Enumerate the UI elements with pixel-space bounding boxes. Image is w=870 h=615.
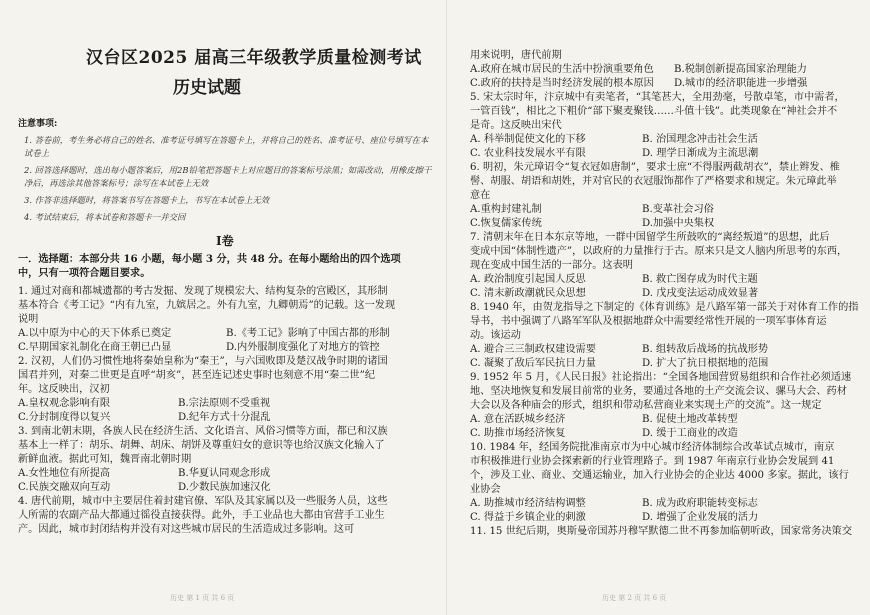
question-6-line: 意在 [470, 190, 491, 201]
instructions-line: 中，只有一项符合题目要求。 [18, 267, 151, 279]
option-a: A. 科举制促使文化的下移 [470, 134, 586, 145]
question-2-line: 2. 汉初，人们仍习惯性地将秦始皇称为“秦王”，与六国败即及楚汉战争时期的诸国 [18, 356, 388, 367]
question-5-line: 5. 宋太宗时年，汴京城中有卖笔者，“其笔甚大，全用劲毫，号散卓笔，市中需者， [470, 92, 845, 103]
option-d: D.少数民族加速汉化 [178, 482, 271, 493]
option-b: B.华夏认同观念形成 [178, 468, 271, 479]
question-1-line: 1. 通过对商和都城遗都的考古发掘、发现了规模宏大、结构复杂的宫殿区，其形制 [18, 286, 388, 297]
question-4-line: 产。因此，城市封闭结构并没有对这些城市居民的生活造成过多影响。这可 [18, 524, 355, 535]
question-4-line: 4. 唐代前期，城市中主要居住着封建官僚、军队及其家属以及一些服务人员，这些 [18, 496, 388, 507]
question-5-line: 一管百钱”，相比之下粗价“部下聚麦聚钱……斗值十钱”。此类现象在“神社会并不 [470, 106, 838, 117]
option-b: B. 治国理念冲击社会生活 [642, 134, 758, 145]
question-3-line: 3. 到南北朝末期，各族人民在经济生活、文化语言、风俗习惯等方面，都已和汉族 [18, 426, 388, 437]
question-8-line: 动。该运动 [470, 330, 521, 341]
option-d: D. 理学日渐成为主流思潮 [642, 148, 759, 159]
option-d: D. 戊戌变法运动成效显著 [642, 288, 759, 299]
option-a: A.政府在城市居民的生活中扮演重要角色 [470, 64, 654, 75]
question-9-line: 大会以及各种庙会的形式，组织和带动私营商业来实现土产的交流”。这一规定 [470, 400, 822, 411]
exam-subtitle: 历史试题 [173, 78, 241, 98]
option-c: C.恢复儒家传统 [470, 218, 542, 229]
question-4-continued: 用来说明，唐代前期 [470, 50, 562, 61]
option-c: C. 农业科技发展水平有限 [470, 148, 586, 159]
option-a: A.女性地位有所提高 [18, 468, 111, 479]
option-d: D. 增强了企业发展的活力 [642, 512, 759, 523]
option-b: B. 促使土地改革转型 [642, 414, 738, 425]
option-a: A. 政治制度引起国人反思 [470, 274, 586, 285]
note-line: 1. 答卷前，考生务必将自己的姓名、准考证号填写在答题卡上，并将自己的姓名、准考证号、座位号填写在本 [24, 135, 429, 145]
instructions-line: 一．选择题：本部分共 16 小题，每小题 3 分，共 48 分。在每小题给出的四个选项 [18, 253, 401, 265]
option-d: D.纪年方式十分混乱 [178, 412, 271, 423]
option-a: A. 助推城市经济结构调整 [470, 498, 586, 509]
question-5-line: 是奇。这反映出宋代 [470, 120, 562, 131]
question-1-line: 基本符合《考工记》“内有九室，九嫔居之。外有九室，九卿朝焉”的记载。这一发现 [18, 300, 396, 311]
option-a: A. 避合三三制政权建设需要 [470, 344, 596, 355]
question-4-line: 人所需的农副产品大都通过徭役直接获得。此外，手工业品也大都由官营手工业生 [18, 510, 385, 521]
option-d: D.城市的经济职能进一步增强 [674, 78, 808, 89]
option-b: B.变革社会习俗 [642, 204, 714, 215]
option-d: D.加强中央集权 [642, 218, 715, 229]
option-c: C. 凝聚了敌后军民抗日力量 [470, 358, 596, 369]
question-7-line: 现在变成中国生活的一部分。这表明 [470, 260, 633, 271]
option-b: B. 救亡图存成为时代主题 [642, 274, 758, 285]
question-6-line: 髻、胡服、胡语和胡姓，并对官民的衣冠服饰都作了严格要求和规定。朱元璋此举 [470, 176, 837, 187]
option-d: D.内外服制度强化了对地方的管控 [226, 342, 380, 353]
note-line: 净后，再选涂其他答案标号；涂写在本试卷上无效 [24, 178, 209, 188]
option-c: C.政府的扶持是当时经济发展的根本原因 [470, 78, 654, 89]
question-2-line: 国君并列，对秦二世更是直呼“胡亥”，甚至连记述史事时也刻意不用“秦二世”纪 [18, 370, 376, 381]
option-b: B. 成为政府职能转变标志 [642, 498, 758, 509]
option-b: B.税制创新提高国家治理能力 [674, 64, 807, 75]
exam-title: 汉台区2025 届高三年级教学质量检测考试 [86, 48, 422, 68]
question-1-line: 说明 [18, 314, 39, 325]
option-c: C.早期国家礼制化在商王朝已凸显 [18, 342, 172, 353]
option-b: B.《考工记》影响了中国古都的形制 [226, 328, 390, 339]
option-a: A.以中原为中心的天下体系已奠定 [18, 328, 172, 339]
question-6-line: 6. 明初，朱元璋诏令“复衣冠如唐制”，要求士庶“不得服两截胡衣”，禁止辫发、椎 [470, 162, 840, 173]
question-10-line: 10. 1984 年，经国务院批准南京市为中心城市经济体制综合改革试点城市，南京 [470, 442, 835, 453]
option-c: C. 得益于乡镇企业的刺激 [470, 512, 586, 523]
question-7-line: 7. 清朝末年在日本东京等地，一群中国留学生所鼓吹的“离经叛道”的思想，此后 [470, 232, 830, 243]
option-c: C.分封制度得以复兴 [18, 412, 111, 423]
option-b: B. 组转敌后战场的抗战形势 [642, 344, 769, 355]
option-b: B.宗法原则不受重视 [178, 398, 271, 409]
option-c: C. 清末新政潮就民众思想 [470, 288, 586, 299]
question-3-line: 基本上一样了：胡乐、胡舞、胡床、胡饼及尊重妇女的意识等也给汉族文化输入了 [18, 440, 385, 451]
question-10-line: 个，涉及工业、商业、交通运输业，加入行业协会的企业达 4000 多家。据此，该行 [470, 470, 849, 481]
question-2-line: 年。这反映出，汉初 [18, 384, 110, 395]
question-8-line: 导书，书中强调了八路军军队及根据地群众中需要经常性开展的一项军事体育运 [470, 316, 827, 327]
question-8-line: 8. 1940 年，由贺龙指导之下制定的《体育训练》是八路军第一部关于对体育工作的指 [470, 302, 859, 313]
question-9-line: 9. 1952 年 5 月，《人民日报》社论指出：“全国各地国营贸易组织和合作社必须适速 [470, 372, 852, 383]
option-c: C.民族交融双向互动 [18, 482, 111, 493]
note-line: 试卷上 [24, 148, 50, 158]
section-heading: Ⅰ卷 [216, 234, 234, 248]
question-7-line: 变成中国“体制性遗产”，以政府的力量推行于古。原来只是文人脑内所思考的东西， [470, 246, 848, 257]
question-10-line: 业协会 [470, 484, 501, 495]
question-10-line: 市积极推进行业协会探索新的行业管理路子。到 1987 年南京行业协会发展到 41 [470, 456, 835, 467]
page-fold-divider [446, 0, 447, 615]
page-footer: 历史 第 1 页 共 6 页 [170, 594, 235, 602]
note-line: 2. 回答选择题时，选出每小题答案后，用2B铅笔把答题卡上对应题目的答案标号涂黑；如需改动，用橡皮擦干 [24, 165, 432, 175]
option-c: C. 助推市场经济恢复 [470, 428, 566, 439]
page-footer: 历史 第 2 页 共 6 页 [602, 594, 667, 602]
option-a: A.皇权观念影响有限 [18, 398, 111, 409]
notes-heading: 注意事项: [18, 119, 58, 129]
option-a: A.重构封建礼制 [470, 204, 542, 215]
note-line: 4. 考试结束后，将本试卷和答题卡一并交回 [24, 212, 186, 222]
option-a: A. 意在活跃城乡经济 [470, 414, 566, 425]
note-line: 3. 作答非选择题时，将答案书写在答题卡上，书写在本试卷上无效 [24, 195, 270, 205]
question-3-line: 新鲜血液。据此可知，魏晋南北朝时期 [18, 454, 192, 465]
question-9-line: 地、坚决地恢复和发展目前常的业务，要通过各地的土产交流会议、骡马大会、药材 [470, 386, 847, 397]
option-d: D. 缓于工商业的改造 [642, 428, 738, 439]
option-d: D. 扩大了抗日根据地的范围 [642, 358, 769, 369]
question-11-line: 11. 15 世纪后期，奥斯曼帝国苏丹穆罕默德二世不再参加临朝听政，国家常务决策交 [470, 526, 853, 537]
